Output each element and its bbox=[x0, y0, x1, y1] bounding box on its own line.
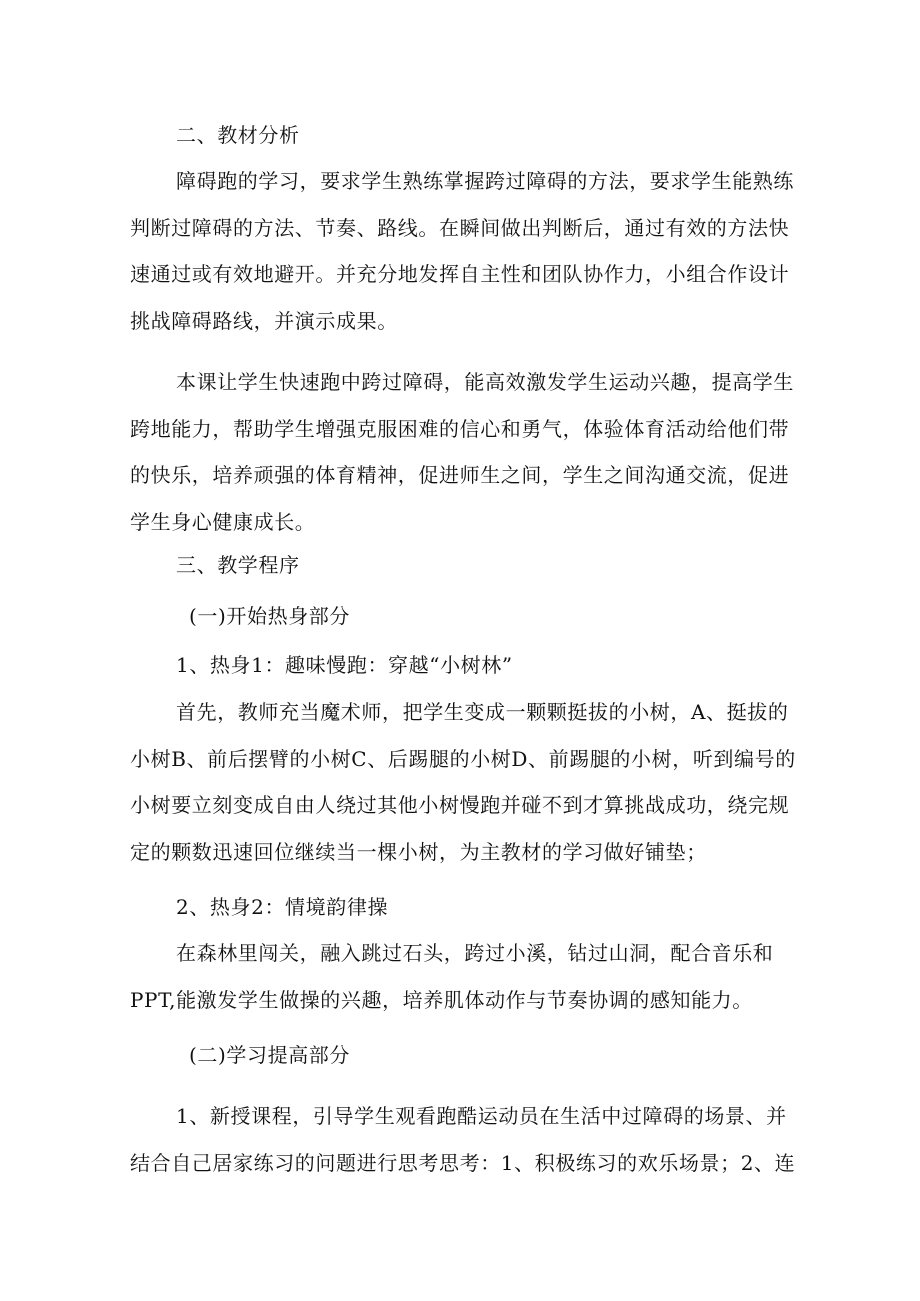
text-line: 小树要立刻变成自由人绕过其他小树慢跑并碰不到才算挑战成功，绕完规 bbox=[130, 793, 790, 817]
text-line: 的快乐，培养顽强的体育精神，促进师生之间，学生之间沟通交流，促进 bbox=[130, 463, 790, 487]
subsection-heading-learning: (二)学习提高部分 bbox=[189, 1043, 351, 1067]
text-line: 障碍跑的学习，要求学生熟练掌握跨过障碍的方法，要求学生能熟练 bbox=[176, 169, 794, 193]
paragraph-new-lesson bbox=[130, 1093, 796, 1186]
text-line: 本课让学生快速跑中跨过障碍，能高效激发学生运动兴趣，提高学生 bbox=[176, 370, 794, 394]
text-line: 首先，教师充当魔术师，把学生变成一颗颗挺拔的小树，A、挺拔的 bbox=[176, 700, 789, 724]
paragraph-course-value bbox=[130, 359, 794, 545]
text-line: 定的颗数迅速回位继续当一棵小树，为主教材的学习做好铺垫； bbox=[130, 839, 707, 864]
paragraph-material-analysis bbox=[130, 158, 794, 344]
text-line: 结合自己居家练习的问题进行思考思考：1、积极练习的欢乐场景；2、连 bbox=[130, 1150, 796, 1175]
text-line: 小树B、前后摆臂的小树C、后踢腿的小树D、前踢腿的小树，听到编号的 bbox=[130, 746, 796, 771]
text-line: 在森林里闯关，融入跳过石头，跨过小溪，钻过山洞，配合音乐和 bbox=[176, 941, 774, 965]
item-heading-warmup-2: 2、热身2：情境韵律操 bbox=[176, 895, 389, 919]
paragraph-warmup-1 bbox=[130, 689, 796, 875]
subsection-heading-warmup: (一)开始热身部分 bbox=[189, 604, 351, 628]
text-line: 挑战障碍路线，并演示成果。 bbox=[130, 308, 398, 333]
text-line: 速通过或有效地避开。并充分地发挥自主性和团队协作力，小组合作设计 bbox=[130, 262, 790, 286]
text-line: 跨地能力，帮助学生增强克服困难的信心和勇气，体验体育活动给他们带 bbox=[130, 416, 790, 441]
text-line: 1、新授课程，引导学生观看跑酷运动员在生活中过障碍的场景、并 bbox=[176, 1104, 787, 1128]
section-heading-teaching-procedure: 三、教学程序 bbox=[176, 553, 300, 577]
item-heading-warmup-1: 1、热身1：趣味慢跑：穿越“小树林” bbox=[176, 653, 513, 677]
section-heading-teaching-material-analysis: 二、教材分析 bbox=[176, 123, 300, 147]
text-line: 学生身心健康成长。 bbox=[130, 509, 316, 534]
text-line: 判断过障碍的方法、节奏、路线。在瞬间做出判断后，通过有效的方法快 bbox=[130, 215, 790, 240]
text-line: PPT,能激发学生做操的兴趣，培养肌体动作与节奏协调的感知能力。 bbox=[130, 987, 753, 1012]
paragraph-warmup-2 bbox=[130, 930, 790, 1023]
